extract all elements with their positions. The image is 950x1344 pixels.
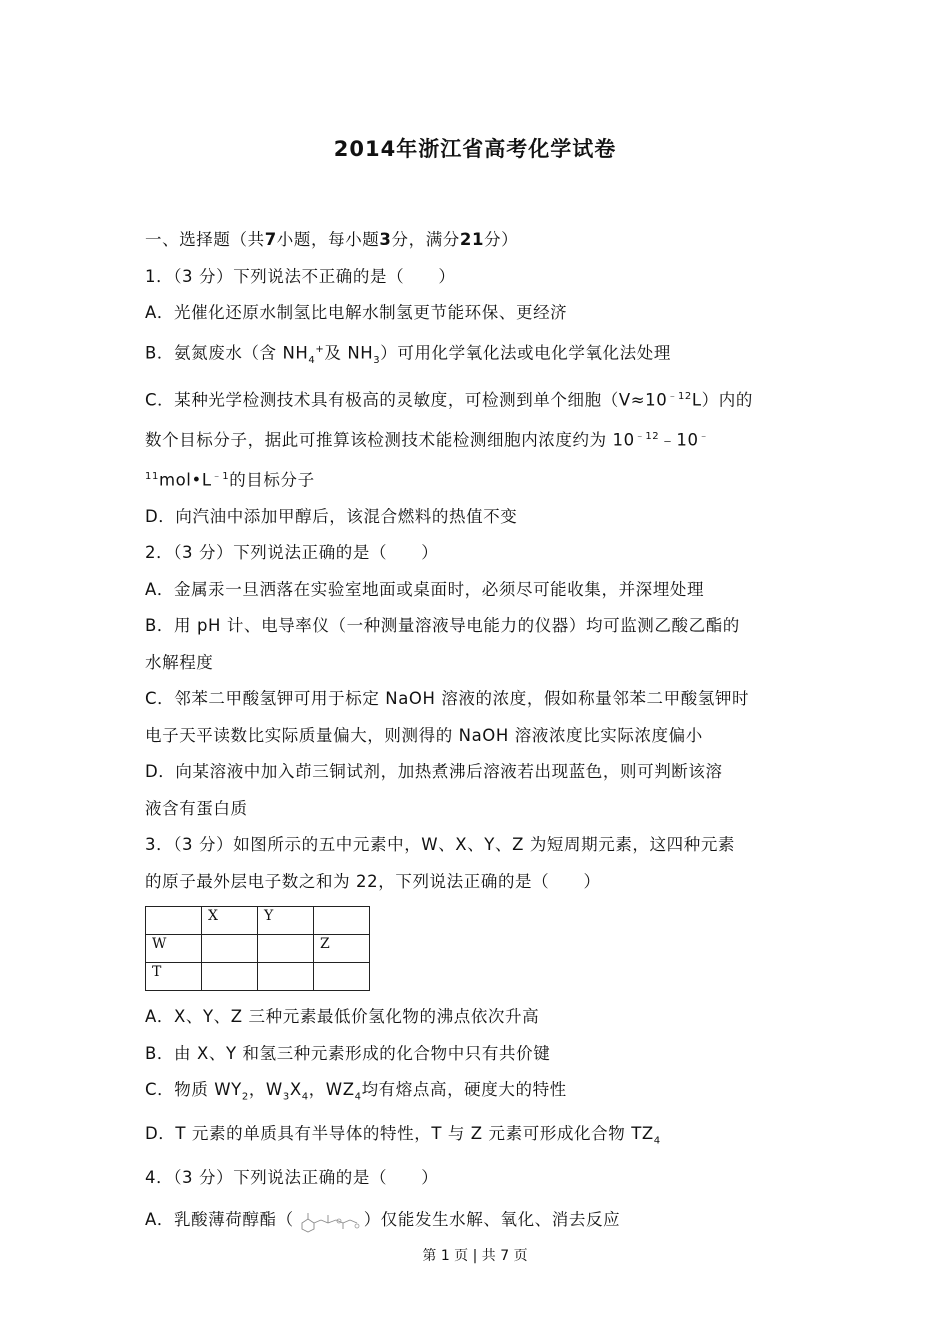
q3-stem-line2: 的原子最外层电子数之和为 22，下列说法正确的是（ ）: [145, 871, 601, 891]
q2-option-c-line2: 电子天平读数比实际质量偏大，则测得的 NaOH 溶液浓度比实际浓度偏小: [145, 725, 703, 745]
q2-option-a: A．金属汞一旦洒落在实验室地面或桌面时，必须尽可能收集，并深埋处理: [145, 579, 705, 599]
table-cell: Y: [258, 907, 314, 935]
q1-option-b: B．氨氮废水（含 $NH_4^+$及 $NH_3$）可用化学氧化法或电化学氧化法处理: [145, 343, 671, 366]
q2-option-b-line1: B．用 pH 计、电导率仪（一种测量溶液导电能力的仪器）均可监测乙酸乙酯的: [145, 616, 740, 636]
q3-option-c: C．物质 $WY_2$，$W_3X_4$，$WZ_4$均有熔点高，硬度大的特性: [145, 1080, 567, 1103]
q2-option-c-line1: C．邻苯二甲酸氢钾可用于标定 NaOH 溶液的浓度，假如称量邻苯二甲酸氢钾时: [145, 689, 750, 709]
q4-stem: 4．（3 分）下列说法正确的是（ ）: [145, 1167, 439, 1187]
exam-content: [145, 222, 809, 1239]
table-cell: [146, 907, 202, 935]
table-cell: [202, 963, 258, 991]
table-cell: [314, 963, 370, 991]
total-score: 21: [459, 230, 485, 249]
section-heading-text: 一、选择题（共: [145, 230, 265, 249]
q1-stem: 1．（3 分）下列说法不正确的是（ ）: [145, 266, 456, 286]
q3-stem-line1: 3．（3 分）如图所示的五中元素中，W、X、Y、Z 为短周期元素，这四种元素: [145, 835, 736, 855]
q3-option-d: D．T 元素的单质具有半导体的特性，T 与 Z 元素可形成化合物 $TZ_4$: [145, 1124, 661, 1147]
table-cell: [258, 935, 314, 963]
table-cell: [202, 935, 258, 963]
q1-option-c-line1: C．某种光学检测技术具有极高的灵敏度，可检测到单个细胞$(V\approx 10^{﹣12}L)$内的: [145, 390, 753, 410]
table-cell: [258, 963, 314, 991]
q1-option-c-line3: $^{11}mol•L^{﹣1}$的目标分子: [145, 470, 315, 490]
table-cell: X: [202, 907, 258, 935]
page-title: 2014年浙江省高考化学试卷: [333, 137, 617, 161]
q2-stem: 2．（3 分）下列说法正确的是（ ）: [145, 543, 439, 563]
question-count: 7: [264, 230, 277, 249]
q1-option-a: A．光催化还原水制氢比电解水制氢更节能环保、更经济: [145, 303, 568, 322]
periodic-table-fragment: [145, 906, 370, 991]
q2-option-b-line2: 水解程度: [145, 652, 214, 672]
table-row: [146, 935, 370, 963]
section-heading-text: 分）: [484, 230, 519, 249]
table-row: [146, 907, 370, 935]
q1-option-d: D．向汽油中添加甲醇后，该混合燃料的热值不变: [145, 506, 518, 526]
per-question-score: 3: [379, 230, 392, 249]
q1-option-c-line2: 数个目标分子，据此可推算该检测技术能检测细胞内浓度约为 $10^{﹣12}﹣10^﹣$: [145, 430, 710, 450]
q2-option-d-line2: 液含有蛋白质: [145, 798, 248, 818]
table-cell: W: [146, 935, 202, 963]
q3-option-b: B．由 X、Y 和氢三种元素形成的化合物中只有共价键: [145, 1043, 551, 1063]
q3-option-a: A．X、Y、Z 三种元素最低价氢化物的沸点依次升高: [145, 1007, 540, 1027]
menthyl-lactate-structure-image: [294, 1209, 364, 1233]
q4-option-a: A．乳酸薄荷醇酯（ ）仅能发生水解、氧化、消去反应: [145, 1202, 809, 1239]
section-heading: [145, 222, 809, 259]
page-footer: 第 1 页 | 共 7 页: [422, 1248, 528, 1264]
section-heading-text: 分，满分: [391, 230, 460, 249]
table-row: [146, 963, 370, 991]
table-cell: T: [146, 963, 202, 991]
q2-option-d-line1: D．向某溶液中加入茚三铜试剂，加热煮沸后溶液若出现蓝色，则可判断该溶: [145, 762, 723, 782]
section-heading-text: 小题，每小题: [276, 230, 380, 249]
table-cell: [314, 907, 370, 935]
table-cell: Z: [314, 935, 370, 963]
